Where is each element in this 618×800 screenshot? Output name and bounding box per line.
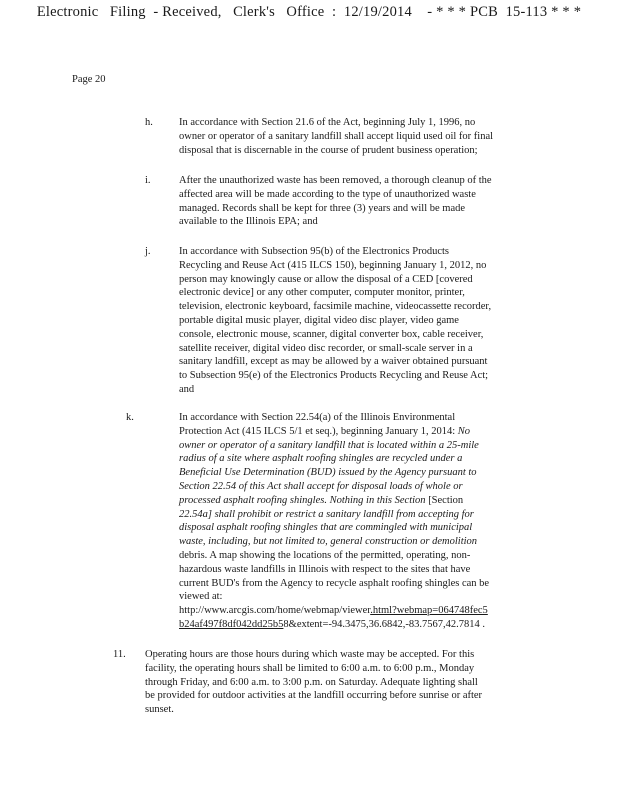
text-line: be provided for outdoor activities at the landfill occurring before sunrise or after — [145, 690, 483, 702]
text-line: television, electronic keyboard, facsimile machine, videocassette recorder, — [179, 301, 492, 313]
text-line: person may knowingly cause or allow the disposal of a CED [covered — [179, 273, 473, 285]
text-line: disposal asphalt roofing shingles that are commingled with municipal — [179, 522, 473, 534]
item-i-text — [179, 174, 542, 229]
text-line: facility, the operating hours shall be limited to 6:00 a.m. to 6:00 p.m., Monday — [145, 662, 475, 674]
text-line — [179, 494, 542, 508]
page-number: Page 20 — [72, 74, 106, 85]
text-line: Section 22.54 of this Act shall accept for disposal loads of whole or — [179, 480, 463, 492]
section-11-text — [145, 648, 545, 717]
text-line: debris. A map showing the locations of the permitted, operating, non- — [179, 549, 471, 561]
text-line: sanitary landfill, except as may be allowed by a waiver obtained pursuant — [179, 356, 488, 368]
text-line: through Friday, and 6:00 a.m. to 3:00 p.m. on Saturday. Adequate lighting shall — [145, 676, 478, 688]
text-fragment: [Section — [428, 494, 464, 506]
item-k-text — [179, 411, 542, 632]
item-label-i: i. — [145, 175, 151, 186]
text-line: electronic device] or any other computer, computer monitor, printer, — [179, 287, 465, 299]
text-line: current BUD's from the Agency to recycle asphalt roofing shingles can be — [179, 577, 490, 589]
text-line: Recycling and Reuse Act (415 ILCS 150), beginning January 1, 2012, no — [179, 259, 487, 271]
text-line: Beneficial Use Determination (BUD) issued by the Agency pursuant to — [179, 467, 477, 479]
text-line: affected area will be made according to the type of unauthorized waste — [179, 188, 476, 200]
text-line: radius of a site where asphalt roofing shingles are recycled under a — [179, 453, 463, 465]
text-line: owner or operator of a sanitary landfill that is located within a 25-mile — [179, 439, 479, 451]
filing-header: Electronic Filing - Received, Clerk's Office : 12/19/2014 - * * * PCB 15-113 * * * — [36, 4, 582, 20]
map-url-line-1[interactable] — [179, 604, 542, 618]
text-line: managed. Records shall be kept for three (3) years and will be made — [179, 202, 466, 214]
text-fragment: Protection Act (415 ILCS 5/1 et seq.), beginning January 1, 2014: — [179, 425, 458, 437]
italic-fragment: processed asphalt roofing shingles. Nothing in this Section — [179, 494, 429, 506]
text-line: sunset. — [145, 704, 174, 716]
item-label-h: h. — [145, 117, 153, 128]
text-line: console, electronic mouse, scanner, digital converter box, cable receiver, — [179, 328, 484, 340]
text-line: waste, including, but not limited to, general construction or demolition — [179, 536, 478, 548]
item-j-text — [179, 245, 542, 397]
url-link-fragment[interactable]: .html?webmap=064748fec5 — [370, 605, 488, 617]
item-h-text — [179, 116, 542, 157]
text-line — [179, 425, 542, 439]
italic-fragment: No — [457, 425, 471, 437]
url-link-fragment[interactable]: b24af497f8df042dd25b5 — [179, 618, 284, 630]
item-label-k: k. — [126, 412, 134, 423]
text-line: available to the Illinois EPA; and — [179, 216, 318, 228]
text-line: viewed at: — [179, 591, 223, 603]
text-line: portable digital music player, digital video disc player, video game — [179, 314, 459, 326]
section-label-11: 11. — [113, 649, 126, 660]
text-line: Operating hours are those hours during which waste may be accepted. For this — [145, 649, 475, 660]
text-line: In accordance with Section 21.6 of the Act, beginning July 1, 1996, no — [179, 117, 476, 128]
text-line: hazardous waste landfills in Illinois with respect to the sites that have — [179, 563, 471, 575]
text-line: disposal that is discernable in the course of prudent business operation; — [179, 144, 478, 156]
text-line: In accordance with Subsection 95(b) of the Electronics Products — [179, 246, 450, 257]
map-url-line-2[interactable] — [179, 618, 542, 632]
text-line: and — [179, 383, 195, 395]
text-line: owner or operator of a sanitary landfill shall accept liquid used oil for final — [179, 130, 494, 142]
text-line: satellite receiver, digital video disc recorder, or small-scale server in a — [179, 342, 473, 354]
url-fragment[interactable]: http://www.arcgis.com/home/webmap/viewer — [179, 605, 371, 617]
item-label-j: j. — [145, 246, 151, 257]
url-fragment[interactable]: 8&extent=-94.3475,36.6842,-83.7567,42.7814 . — [283, 618, 486, 630]
text-line: 22.54a] shall prohibit or restrict a sanitary landfill from accepting for — [179, 508, 474, 520]
text-line: After the unauthorized waste has been removed, a thorough cleanup of the — [179, 175, 492, 186]
text-line: In accordance with Section 22.54(a) of the Illinois Environmental — [179, 412, 456, 423]
text-line: to Subsection 95(e) of the Electronics Products Recycling and Reuse Act; — [179, 370, 489, 382]
